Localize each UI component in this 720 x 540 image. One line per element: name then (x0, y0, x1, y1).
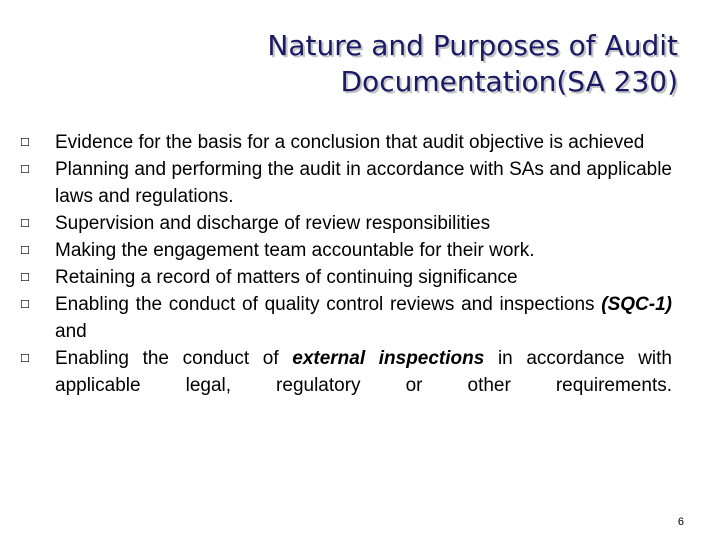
list-item (20, 237, 672, 264)
bullet-text-pre: Enabling the conduct of (55, 348, 293, 369)
checkbox-bullet-icon: ☐ (20, 136, 30, 149)
checkbox-bullet-icon: ☐ (20, 244, 30, 257)
list-item (20, 345, 672, 399)
bullet-text-post: and (55, 321, 87, 342)
checkbox-bullet-icon: ☐ (20, 271, 30, 284)
list-item (20, 129, 672, 156)
title-line-1: Nature and Purposes of Audit (267, 29, 678, 62)
checkbox-bullet-icon: ☐ (20, 217, 30, 230)
bullet-text-post: in accordance with applicable legal, regulatory or other requirements. (55, 348, 672, 396)
list-item (20, 264, 672, 291)
bullet-text-emphasis: external inspections (292, 348, 485, 369)
bullet-text-emphasis: (SQC-1) (601, 294, 672, 315)
bullet-text: Planning and performing the audit in accordance with SAs and applicable laws and regulations. (55, 159, 672, 207)
checkbox-bullet-icon: ☐ (20, 352, 30, 365)
bullet-text: Making the engagement team accountable for their work. (55, 240, 535, 261)
bullet-text: Evidence for the basis for a conclusion that audit objective is achieved (55, 132, 645, 153)
bullet-text: Retaining a record of matters of continuing significance (55, 267, 518, 288)
bullet-text: Supervision and discharge of review responsibilities (55, 213, 491, 234)
list-item (20, 156, 672, 210)
bullet-text-pre: Enabling the conduct of quality control reviews and inspections (55, 294, 602, 315)
slide-title (118, 28, 678, 100)
checkbox-bullet-icon: ☐ (20, 163, 30, 176)
list-item (20, 291, 672, 345)
bullet-list (20, 129, 672, 399)
list-item (20, 210, 672, 237)
checkbox-bullet-icon: ☐ (20, 298, 30, 311)
page-number: 6 (677, 516, 684, 528)
title-line-2: Documentation(SA 230) (340, 65, 678, 98)
